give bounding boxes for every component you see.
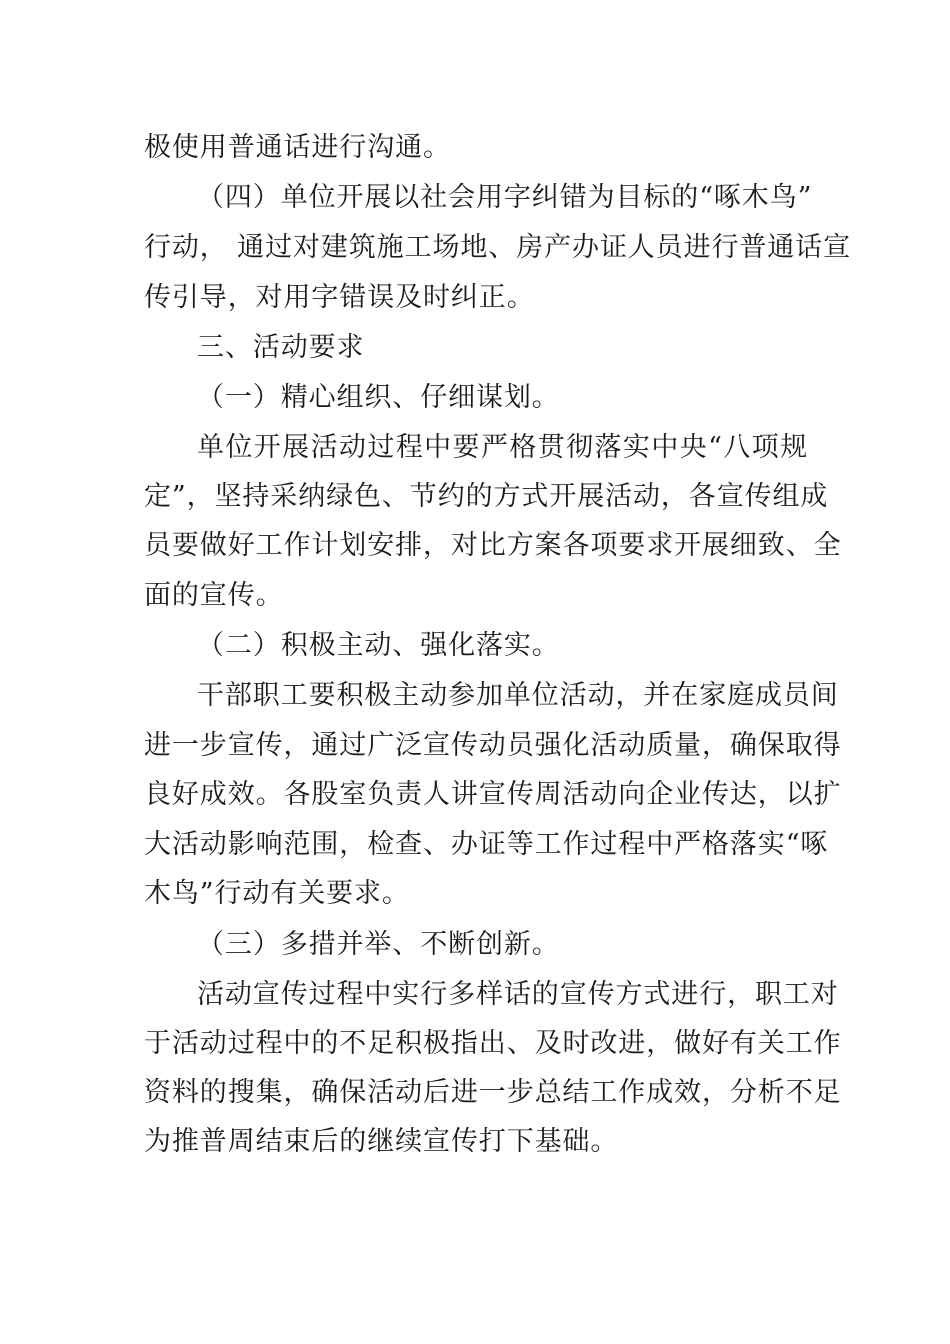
paragraph-line: 于活动过程中的不足积极指出、及时改进，做好有关工作 [144,1028,842,1059]
paragraph-line: 极使用普通话进行沟通。 [144,132,451,163]
paragraph-line: 定”，坚持采纳绿色、节约的方式开展活动，各宣传组成 [144,481,829,512]
paragraph-line: 员要做好工作计划安排，对比方案各项要求开展细致、全 [144,530,842,561]
subsection-heading: （一）精心组织、仔细谋划。 [197,382,560,413]
paragraph-line: 良好成效。各股室负责人讲宣传周活动向企业传达，以扩 [144,779,842,810]
paragraph-line: 大活动影响范围，检查、办证等工作过程中严格落实“啄 [144,829,829,860]
paragraph-line: 干部职工要积极主动参加单位活动，并在家庭成员间 [197,680,839,711]
subsection-heading: （三）多措并举、不断创新。 [197,929,560,960]
paragraph-line: 活动宣传过程中实行多样话的宣传方式进行，职工对 [197,979,839,1010]
paragraph-line: 进一步宣传，通过广泛宣传动员强化活动质量，确保取得 [144,730,842,761]
paragraph-line: 传引导，对用字错误及时纠正。 [144,282,535,313]
paragraph-line: 行动， 通过对建筑施工场地、房产办证人员进行普通话宣 [144,232,851,263]
subsection-heading: （二）积极主动、强化落实。 [197,630,560,661]
paragraph-line: 单位开展活动过程中要严格贯彻落实中央“八项规 [197,432,808,463]
paragraph-line: 资料的搜集，确保活动后进一步总结工作成效，分析不足 [144,1077,842,1108]
paragraph-line: 木鸟”行动有关要求。 [144,878,410,909]
paragraph-line: 为推普周结束后的继续宣传打下基础。 [144,1126,619,1157]
section-heading: 三、活动要求 [197,332,365,363]
paragraph-line: （四）单位开展以社会用字纠错为目标的“啄木鸟” [197,182,813,213]
paragraph-line: 面的宣传。 [144,580,284,611]
